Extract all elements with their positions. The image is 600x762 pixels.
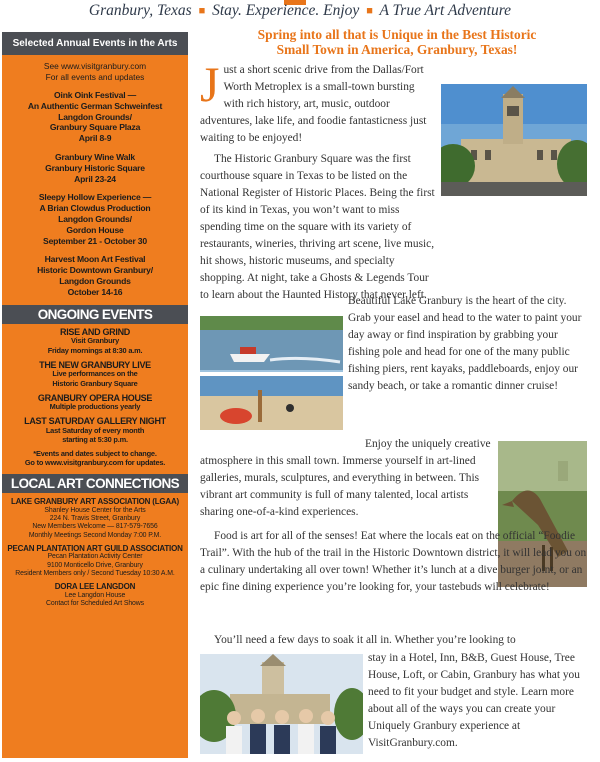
header-slogan: Stay. Experience. Enjoy [212, 2, 360, 19]
local-dora-lee-langdon [2, 578, 188, 608]
stay-paragraph [368, 650, 590, 752]
header-tagline: A True Art Adventure [379, 2, 512, 19]
ongoing-detail: Friday mornings at 8:30 a.m. [47, 345, 143, 355]
ongoing-detail: Multiple productions yearly [49, 402, 141, 412]
square-text: The Historic Granbury Square was the first courthouse square in Texas to be listed on the National Register of Historic Places. Being the first of its kind in Texas, you won’t want to miss spending time on the square with its variety of restaurants, wineries, thriving art scene, live music, hit shows, historic museums, and specialty shopping. At night, take a Ghosts & Legends Tour to learn about the Haunted History that never left. [200, 153, 435, 301]
article-headline [196, 27, 598, 57]
disclaimer-link[interactable]: Go to www.visitgranbury.com for updates. [24, 458, 166, 468]
headline-line: Small Town in America, Granbury, Texas! [276, 42, 518, 57]
separator-square-icon: ■ [366, 5, 373, 17]
event-date: October 14-16 [67, 286, 123, 297]
ongoing-disclaimer [2, 446, 188, 471]
event-subtitle: An Authentic German Schweinfest [27, 100, 163, 111]
local-org-detail: Lee Langdon House [64, 591, 126, 599]
website-line[interactable]: See www.visitgranbury.com [43, 61, 147, 71]
local-pecan-plantation [2, 540, 188, 578]
page-header [0, 2, 600, 20]
event-date: April 23-24 [74, 173, 116, 184]
intro-text: ust a short scenic drive from the Dallas/Fort Worth Metroplex is a small-town bursting with rich history, art, music, outdoor adventures, lake life, and foodie fantasticness just waiting to be enjoyed! [200, 64, 427, 144]
ongoing-detail: Live performances on the [52, 369, 138, 379]
event-sleepy-hollow [2, 188, 188, 250]
local-org-detail: Monthly Meetings Second Monday 7:00 P.M. [28, 531, 162, 539]
header-location: Granbury, Texas [88, 2, 192, 19]
local-org-detail: Contact for Scheduled Art Shows [45, 600, 145, 607]
event-venue: Langdon Grounds/ [58, 213, 132, 224]
stay-text: stay in a Hotel, Inn, B&B, Guest House, Tree House, Loft, or Cabin, Granbury has what you need to fit your budget and style. Learn more about all of the ways you can create your Uniquely Granbury experience at VisitGranbury.com. [368, 652, 580, 749]
art-text: Enjoy the uniquely creative atmosphere in this small town. Immerse yourself in art-lined galleries, murals, sculptures, and everything in between. This vibrant art community is full of many talented, local artists sharing one-of-a-kind experiences. [200, 438, 491, 518]
drop-cap: J [200, 56, 220, 112]
art-paragraph [200, 436, 492, 521]
stay-text-line: You’ll need a few days to soak it all in. Whether you’re looking to [214, 634, 516, 646]
event-name: Oink Oink Festival — [54, 90, 136, 100]
event-name: Granbury Wine Walk [54, 151, 136, 162]
event-date: September 21 - October 30 [43, 235, 147, 246]
local-org-name: LAKE GRANBURY ART ASSOCIATION (LGAA) [10, 497, 180, 507]
local-org-detail: 224 N. Travis Street, Granbury [49, 514, 141, 522]
event-oink-festival [2, 86, 188, 148]
events-sidebar [2, 32, 188, 758]
event-venue: Gordon House [66, 224, 124, 235]
local-org-detail: Resident Members only / Second Tuesday 10:30 A.M. [15, 569, 175, 577]
local-org-detail: New Members Welcome — 817-579-7656 [32, 523, 158, 531]
ongoing-granbury-live [2, 357, 188, 390]
ongoing-gallery-night [2, 413, 188, 446]
event-name: Harvest Moon Art Festival [44, 254, 146, 265]
intro-paragraph [200, 56, 436, 147]
sidebar-title: Selected Annual Events in the Arts [2, 32, 188, 55]
local-org-name: DORA LEE LANGDON [54, 582, 136, 592]
ongoing-opera-house [2, 390, 188, 413]
lake-text: Beautiful Lake Granbury is the heart of the city. Grab your easel and head to the water to paint your day away or find inspiration by grabbing your fishing pole and head for one of the many public fishing piers, rent kayaks, paddleboards, enjoy our sandy beach, or take a romantic dinner cruise! [348, 295, 582, 392]
local-art-heading: LOCAL ART CONNECTIONS [2, 474, 188, 493]
ongoing-title: GRANBURY OPERA HOUSE [37, 392, 153, 403]
event-venue: Granbury Historic Square [45, 162, 145, 173]
group-photo [200, 654, 363, 754]
local-org-detail: Shanley House Center for the Arts [44, 506, 146, 514]
ongoing-detail: Last Saturday of every month [45, 425, 145, 435]
ongoing-events-heading: ONGOING EVENTS [2, 305, 188, 324]
website-subline: For all events and updates [45, 71, 145, 82]
stay-paragraph-first-line [200, 632, 590, 652]
event-venue: Langdon Grounds [59, 275, 131, 286]
event-date: April 8-9 [78, 133, 112, 144]
local-org-detail: 9100 Monticello Drive, Granbury [47, 561, 143, 569]
courthouse-photo [441, 84, 587, 196]
event-venue: Granbury Square Plaza [49, 122, 141, 133]
lake-photo [200, 316, 343, 430]
event-venue: Langdon Grounds/ [58, 111, 132, 122]
food-paragraph [200, 528, 590, 596]
sidebar-website-note [2, 55, 188, 86]
event-venue: Historic Downtown Granbury/ [37, 265, 153, 276]
ongoing-title: RISE AND GRIND [60, 326, 130, 337]
event-name: Sleepy Hollow Experience — [38, 192, 152, 203]
square-paragraph-start [200, 151, 436, 304]
ongoing-detail: starting at 5:30 p.m. [62, 435, 128, 445]
local-org-detail: Pecan Plantation Activity Center [47, 553, 143, 561]
headline-line: Spring into all that is Unique in the Best Historic [257, 27, 537, 42]
ongoing-detail: Historic Granbury Square [52, 378, 138, 388]
ongoing-detail: Visit Granbury [71, 336, 119, 346]
local-org-name: PECAN PLANTATION ART GUILD ASSOCIATION [7, 543, 183, 553]
ongoing-title: THE NEW GRANBURY LIVE [39, 359, 151, 370]
ongoing-title: LAST SATURDAY GALLERY NIGHT [24, 416, 166, 427]
disclaimer-line: *Events and dates subject to change. [33, 449, 157, 459]
local-lgaa [2, 493, 188, 540]
event-harvest-moon [2, 250, 188, 301]
event-subtitle: A Brian Clowdus Production [39, 203, 151, 214]
food-text: Food is art for all of the senses! Eat where the locals eat on the official “Foodie Trail”. With the hub of the trail in the Historic Downtown district, it will lead you on a culinary undertaking all over town! Whether it’s lunch at a dive burger joint, or an epic fine dining experience you’re looking for, your tastebuds will celebrate! [200, 530, 587, 593]
event-wine-walk [2, 148, 188, 188]
separator-square-icon: ■ [198, 5, 206, 17]
lake-paragraph [348, 293, 590, 395]
ongoing-rise-and-grind [2, 324, 188, 357]
